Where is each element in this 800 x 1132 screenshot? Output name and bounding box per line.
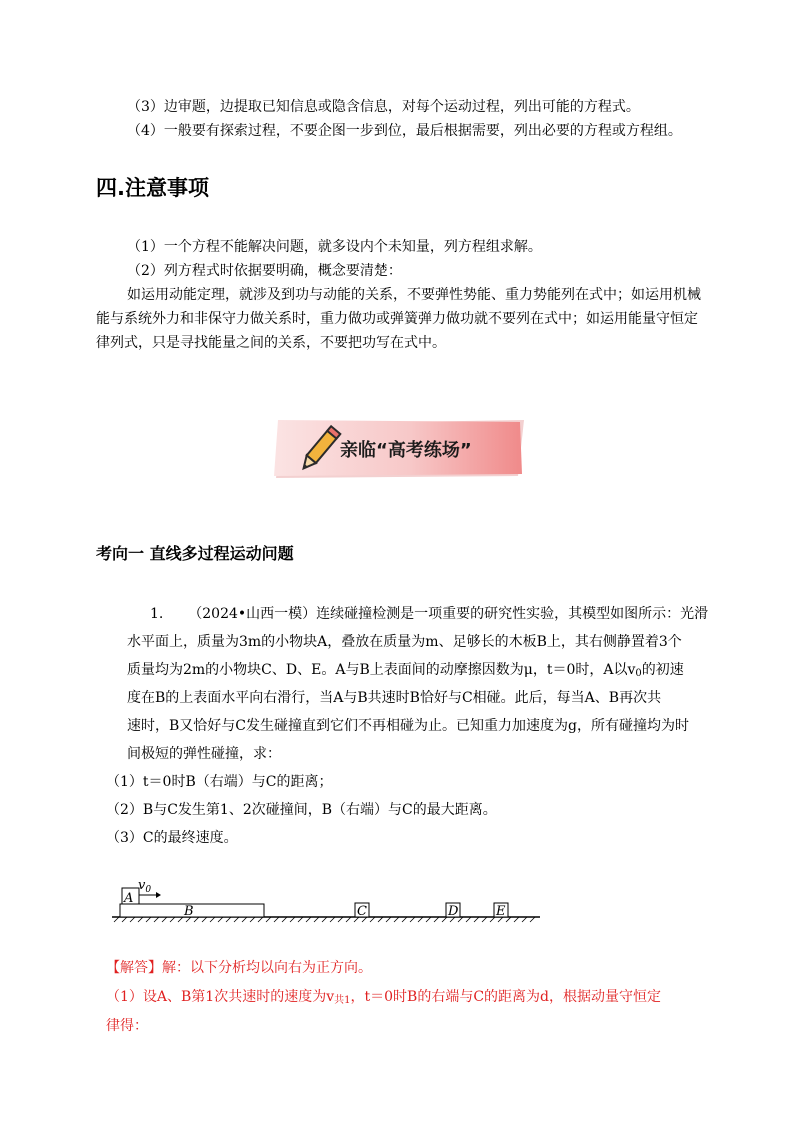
label-b: B	[184, 904, 194, 919]
problem-line3-sub: 0	[635, 668, 642, 679]
answer-line1-a: （1）设A、B第1次共速时的速度为v	[106, 989, 335, 1005]
answer-line1-b: ，t＝0时B的右端与C的距离为d，根据动量守恒定	[350, 989, 661, 1005]
section4-item2: （2）列方程式时依据要明确，概念要清楚：	[127, 263, 402, 279]
question-2: （2）B与C发生第1、2次碰撞间，B（右端）与C的最大距离。	[106, 802, 497, 818]
problem-line1	[150, 604, 708, 624]
problem-line3-text: 质量均为2m的小物块C、D、E。A与B上表面间的动摩擦因数为μ，t＝0时，A以v	[127, 662, 636, 678]
label-a: A	[124, 891, 134, 906]
velocity-label: $v_0$	[138, 878, 152, 895]
answer-intro-text: 解：以下分析均以向右为正方向。	[162, 960, 372, 976]
problem-line4: 度在B的上表面水平向右滑行，当A与B共速时B恰好与C相碰。此后，每当A、B再次共	[127, 690, 662, 706]
collision-figure	[110, 870, 560, 930]
question-1: （1）t＝0时B（右端）与C的距离；	[106, 774, 333, 790]
answer-intro	[106, 958, 372, 978]
answer-line1	[106, 987, 661, 1011]
question-3: （3）C的最终速度。	[106, 830, 238, 846]
problem-line2: 水平面上，质量为3m的小物块A，叠放在质量为m、足够长的木板B上，其右侧静置着3个	[127, 634, 682, 650]
pencil-icon	[294, 422, 344, 478]
section3-item4: （4）一般要有探索过程，不要企图一步到位，最后根据需要，列出必要的方程或方程组。	[127, 123, 682, 139]
label-c: C	[357, 904, 367, 919]
section4-title: 四.注意事项	[96, 176, 209, 200]
practice-banner	[272, 418, 526, 480]
answer-tag: 【解答】	[106, 960, 162, 976]
problem-line5: 速时，B又恰好与C发生碰撞直到它们不再相碰为止。已知重力加速度为g，所有碰撞均为时	[127, 718, 689, 734]
banner-text: 亲临“高考练场”	[340, 440, 472, 461]
section3-item3: （3）边审题，边提取已知信息或隐含信息，对每个运动过程，列出可能的方程式。	[127, 99, 640, 115]
section4-para-line2: 能与系统外力和非保守力做关系时，重力做功或弹簧弹力做功就不要列在式中；如运用能量守恒定	[96, 311, 698, 327]
problem-line1-text: （2024•山西一模）连续碰撞检测是一项重要的研究性实验，其模型如图所示：光滑	[188, 606, 709, 622]
problem-line6: 间极短的弹性碰撞，求：	[127, 746, 281, 762]
label-e: E	[496, 904, 506, 919]
kaoxiang-title: 考向一 直线多过程运动问题	[96, 544, 294, 563]
answer-line1-sub: 共1	[334, 995, 351, 1006]
section4-item1: （1）一个方程不能解决问题，就多设内个未知量，列方程组求解。	[127, 239, 542, 255]
problem-line3	[127, 660, 684, 684]
velocity-arrow-head	[156, 892, 161, 898]
label-d: D	[448, 904, 459, 919]
problem-number: 1.	[150, 606, 164, 622]
problem-line3-tail: 的初速	[641, 662, 684, 678]
answer-line2: 律得：	[106, 1018, 148, 1034]
section4-para-line3: 律列式，只是寻找能量之间的关系，不要把功写在式中。	[96, 335, 446, 351]
section4-para-line1: 如运用动能定理，就涉及到功与动能的关系，不要弹性势能、重力势能列在式中；如运用机械	[127, 287, 701, 303]
